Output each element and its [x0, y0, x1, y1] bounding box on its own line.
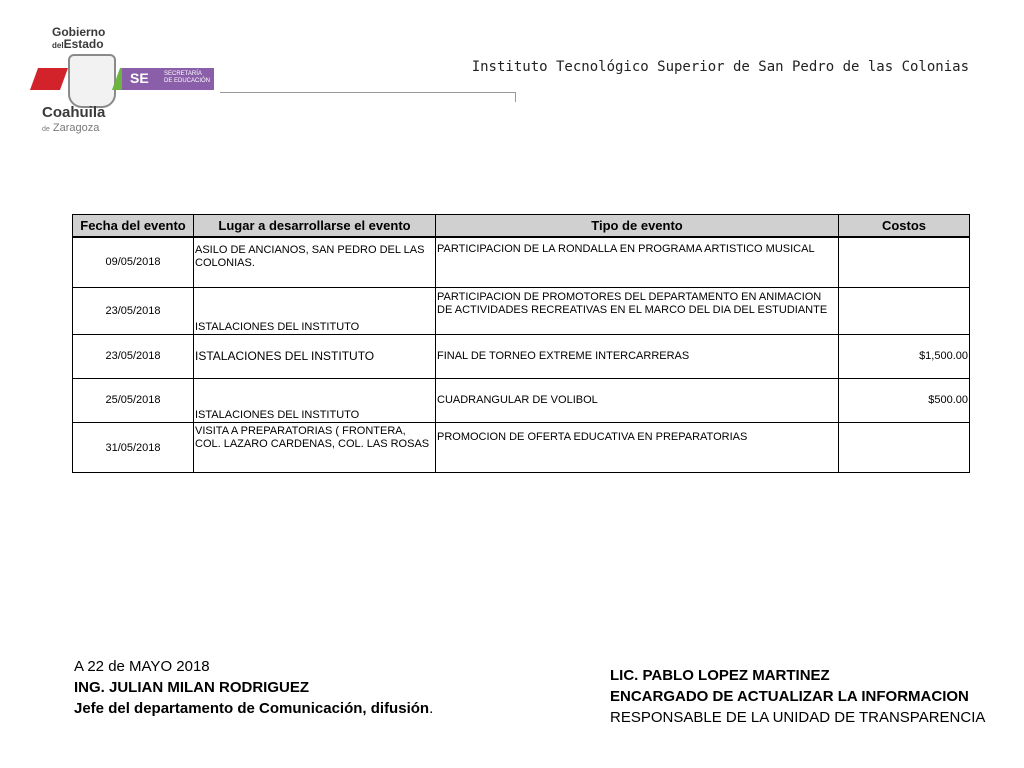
logo-gobierno-text: Gobierno delEstado — [52, 25, 106, 51]
table-row — [73, 423, 970, 473]
cell-fecha: 23/05/2018 — [73, 288, 194, 335]
se-badge: SE SECRETARÍA DE EDUCACIÓN — [122, 68, 214, 90]
logo-red-stripe — [30, 68, 68, 90]
column-header-lugar: Lugar a desarrollarse el evento — [194, 215, 436, 238]
signer-name-right: LIC. PABLO LOPEZ MARTINEZ — [610, 667, 830, 684]
institute-title: Instituto Tecnológico Superior de San Pedro de las Colonias — [471, 59, 969, 75]
cell-tipo: CUADRANGULAR DE VOLIBOL — [436, 379, 839, 423]
cell-costo — [839, 237, 970, 288]
table-row — [73, 379, 970, 423]
cell-tipo: FINAL DE TORNEO EXTREME INTERCARRERAS — [436, 335, 839, 379]
column-header-fecha: Fecha del evento — [73, 215, 194, 238]
signer-name-left: ING. JULIAN MILAN RODRIGUEZ — [74, 679, 309, 696]
table-row — [73, 335, 970, 379]
cell-tipo: PARTICIPACION DE LA RONDALLA EN PROGRAMA ARTISTICO MUSICAL — [436, 237, 839, 288]
column-header-costos: Costos — [839, 215, 970, 238]
cell-lugar: ASILO DE ANCIANOS, SAN PEDRO DEL LAS COLONIAS. — [194, 237, 436, 288]
cell-costo — [839, 423, 970, 473]
column-header-tipo: Tipo de evento — [436, 215, 839, 238]
cell-fecha: 23/05/2018 — [73, 335, 194, 379]
cell-lugar: ISTALACIONES DEL INSTITUTO — [194, 379, 436, 423]
cell-tipo: PARTICIPACION DE PROMOTORES DEL DEPARTAMENTO EN ANIMACION DE ACTIVIDADES RECREATIVAS EN EL MARCO DEL DIA DEL ESTUDIANTE — [436, 288, 839, 335]
signer-role-right-1: ENCARGADO DE ACTUALIZAR LA INFORMACION — [610, 688, 969, 705]
cell-costo: $500.00 — [839, 379, 970, 423]
coat-of-arms-icon — [68, 54, 116, 108]
header-divider-tick — [515, 92, 516, 102]
table-row — [73, 237, 970, 288]
cell-lugar: ISTALACIONES DEL INSTITUTO — [194, 288, 436, 335]
cell-fecha: 25/05/2018 — [73, 379, 194, 423]
logo-coahuila-text: Coahuila — [42, 104, 106, 121]
report-date: A 22 de MAYO 2018 — [74, 658, 210, 675]
cell-tipo: PROMOCION DE OFERTA EDUCATIVA EN PREPARATORIAS — [436, 423, 839, 473]
signature-block-left — [74, 656, 433, 719]
header-divider — [220, 92, 516, 93]
cell-lugar: ISTALACIONES DEL INSTITUTO — [194, 335, 436, 379]
gobierno-coahuila-logo — [30, 22, 220, 137]
table-row — [73, 288, 970, 335]
cell-costo — [839, 288, 970, 335]
signature-block-right — [610, 665, 985, 728]
cell-fecha: 31/05/2018 — [73, 423, 194, 473]
cell-costo: $1,500.00 — [839, 335, 970, 379]
signer-role-right-2: RESPONSABLE DE LA UNIDAD DE TRANSPARENCIA — [610, 709, 986, 726]
events-table — [72, 214, 970, 473]
cell-fecha: 09/05/2018 — [73, 237, 194, 288]
cell-lugar: VISITA A PREPARATORIAS ( FRONTERA, COL. LAZARO CARDENAS, COL. LAS ROSAS — [194, 423, 436, 473]
logo-zaragoza-text: de Zaragoza — [42, 122, 100, 134]
signer-role-left: Jefe del departamento de Comunicación, difusión. — [74, 700, 434, 717]
table-header-row — [73, 215, 970, 238]
